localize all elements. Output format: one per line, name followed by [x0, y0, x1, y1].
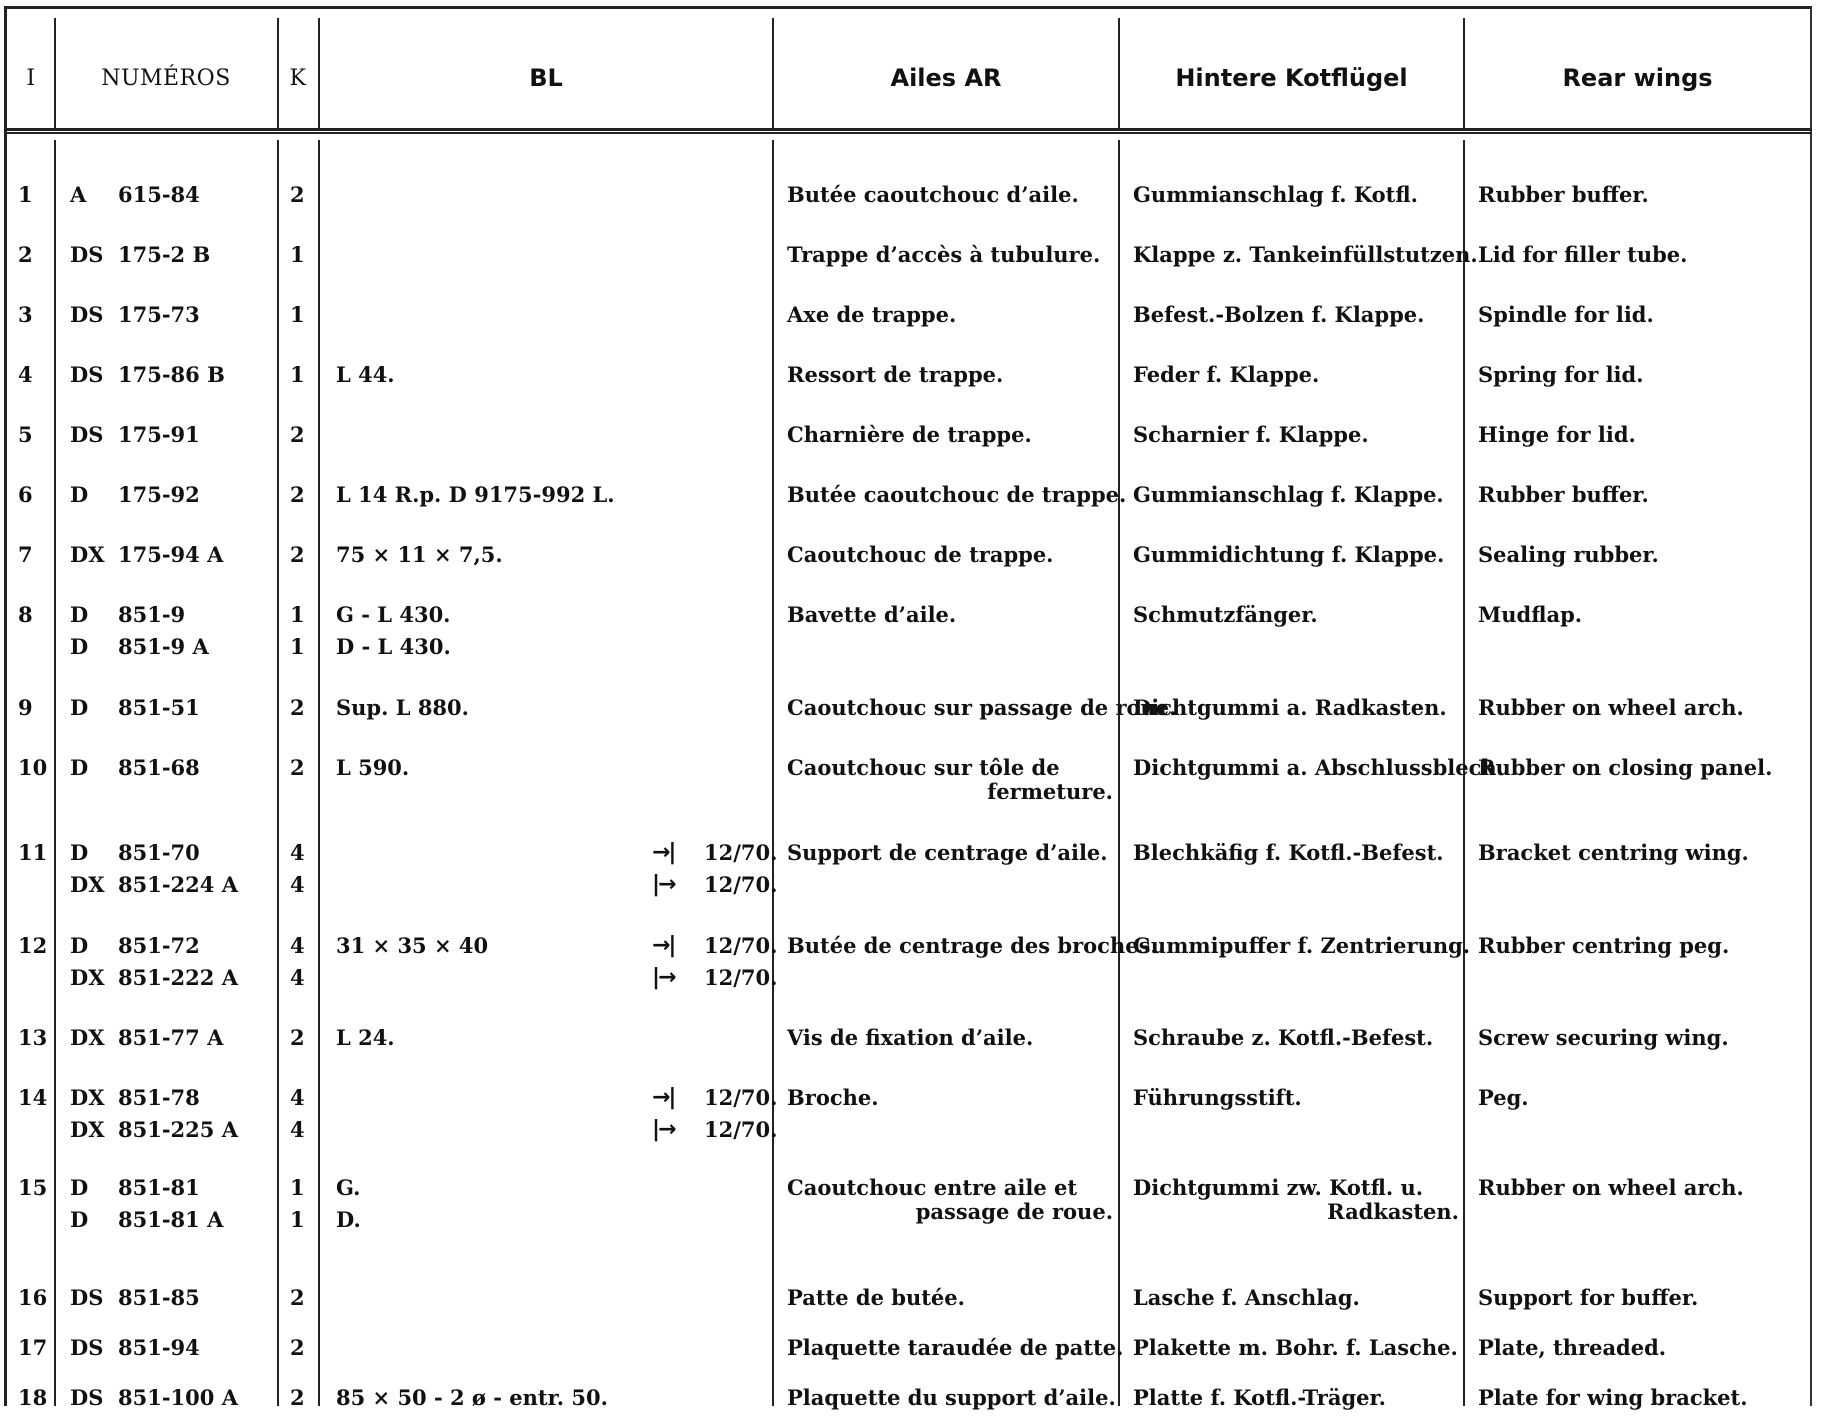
- row-index: 17: [18, 1335, 48, 1360]
- desc-german: Gummianschlag f. Kotfl.: [1133, 182, 1418, 207]
- header-bl: BL: [529, 64, 563, 92]
- part-qty: 1: [290, 1175, 305, 1200]
- part-number: 175-86 B: [118, 362, 225, 387]
- col-divider: [318, 140, 320, 1406]
- date-arrow-icon: |→: [652, 1117, 675, 1142]
- part-qty: 2: [290, 542, 305, 567]
- part-number: 851-9: [118, 602, 186, 627]
- part-qty: 2: [290, 422, 305, 447]
- part-date: 12/70.: [704, 965, 778, 990]
- part-qty: 2: [290, 182, 305, 207]
- col-divider: [54, 140, 56, 1406]
- row-index: 3: [18, 302, 33, 327]
- part-prefix: DS: [70, 1335, 104, 1360]
- part-number: 851-78: [118, 1085, 200, 1110]
- row-index: 12: [18, 933, 48, 958]
- desc-german: Blechkäfig f. Kotfl.-Befest.: [1133, 840, 1444, 865]
- col-divider: [277, 140, 279, 1406]
- date-arrow-icon: |→: [652, 872, 675, 897]
- part-prefix: DS: [70, 362, 104, 387]
- header-divider: [4, 128, 1812, 131]
- part-prefix: D: [70, 634, 89, 659]
- part-qty: 4: [290, 840, 305, 865]
- col-divider: [1118, 140, 1120, 1406]
- part-number: 175-91: [118, 422, 200, 447]
- desc-english: Lid for filler tube.: [1478, 242, 1688, 267]
- part-date: 12/70.: [704, 840, 778, 865]
- part-prefix: DS: [70, 1285, 104, 1310]
- part-prefix: D: [70, 840, 89, 865]
- part-date: 12/70.: [704, 1117, 778, 1142]
- part-qty: 1: [290, 362, 305, 387]
- desc-english: Rubber on closing panel.: [1478, 755, 1773, 780]
- desc-english: Peg.: [1478, 1085, 1529, 1110]
- part-prefix: DX: [70, 965, 105, 990]
- part-number: 615-84: [118, 182, 200, 207]
- part-bl-spec: L 590.: [336, 755, 410, 780]
- header-french: Ailes AR: [890, 64, 1002, 92]
- part-prefix: DS: [70, 302, 104, 327]
- header-english: Rear wings: [1562, 64, 1713, 92]
- desc-french: Butée caoutchouc d’aile.: [787, 182, 1079, 207]
- desc-english: Plate for wing bracket.: [1478, 1385, 1748, 1410]
- part-date: 12/70.: [704, 933, 778, 958]
- desc-german: Dichtgummi zw. Kotfl. u.: [1133, 1175, 1424, 1200]
- desc-french: Ressort de trappe.: [787, 362, 1004, 387]
- desc-french: Trappe d’accès à tubulure.: [787, 242, 1101, 267]
- desc-french: Caoutchouc sur tôle de: [787, 755, 1060, 780]
- part-prefix: DX: [70, 872, 105, 897]
- desc-english: Rubber on wheel arch.: [1478, 1175, 1744, 1200]
- col-divider: [772, 140, 774, 1406]
- part-qty: 4: [290, 1085, 305, 1110]
- part-qty: 2: [290, 482, 305, 507]
- desc-french: Plaquette du support d’aile.: [787, 1385, 1116, 1410]
- part-number: 175-92: [118, 482, 200, 507]
- part-qty: 2: [290, 755, 305, 780]
- part-bl-spec: D - L 430.: [336, 634, 451, 659]
- desc-english: Sealing rubber.: [1478, 542, 1659, 567]
- row-index: 9: [18, 695, 33, 720]
- part-number: 175-2 B: [118, 242, 211, 267]
- part-number: 851-72: [118, 933, 200, 958]
- part-qty: 2: [290, 1335, 305, 1360]
- part-prefix: DX: [70, 542, 105, 567]
- part-bl-spec: Sup. L 880.: [336, 695, 469, 720]
- row-index: 13: [18, 1025, 48, 1050]
- part-qty: 2: [290, 1025, 305, 1050]
- part-bl-spec: L 14 R.p. D 9175-992 L.: [336, 482, 615, 507]
- row-index: 8: [18, 602, 33, 627]
- desc-german: Feder f. Klappe.: [1133, 362, 1320, 387]
- desc-french-cont: passage de roue.: [915, 1199, 1113, 1224]
- date-arrow-icon: →|: [652, 1085, 675, 1110]
- part-number: 851-51: [118, 695, 200, 720]
- desc-english: Rubber buffer.: [1478, 482, 1649, 507]
- part-bl-spec: D.: [336, 1207, 361, 1232]
- desc-german: Dichtgummi a. Abschlussblech.: [1133, 755, 1504, 780]
- header-index: I: [26, 65, 36, 91]
- part-qty: 1: [290, 602, 305, 627]
- part-prefix: D: [70, 602, 89, 627]
- header-numbers: NUMÉROS: [101, 65, 231, 91]
- part-qty: 1: [290, 1207, 305, 1232]
- row-index: 15: [18, 1175, 48, 1200]
- part-qty: 2: [290, 695, 305, 720]
- part-prefix: DX: [70, 1085, 105, 1110]
- desc-english: Screw securing wing.: [1478, 1025, 1729, 1050]
- row-index: 18: [18, 1385, 48, 1410]
- desc-english: Plate, threaded.: [1478, 1335, 1667, 1360]
- part-number: 851-222 A: [118, 965, 238, 990]
- desc-english: Spindle for lid.: [1478, 302, 1654, 327]
- desc-english: Rubber centring peg.: [1478, 933, 1730, 958]
- part-prefix: DX: [70, 1025, 105, 1050]
- part-bl-spec: 75 × 11 × 7,5.: [336, 542, 503, 567]
- part-number: 851-81: [118, 1175, 200, 1200]
- row-index: 4: [18, 362, 33, 387]
- part-prefix: DS: [70, 242, 104, 267]
- desc-french: Bavette d’aile.: [787, 602, 957, 627]
- part-bl-spec: L 24.: [336, 1025, 395, 1050]
- part-bl-spec: G.: [336, 1175, 361, 1200]
- part-qty: 4: [290, 965, 305, 990]
- part-qty: 1: [290, 634, 305, 659]
- desc-french: Broche.: [787, 1085, 879, 1110]
- part-prefix: D: [70, 933, 89, 958]
- part-qty: 4: [290, 933, 305, 958]
- part-qty: 4: [290, 872, 305, 897]
- desc-german: Schraube z. Kotfl.-Befest.: [1133, 1025, 1434, 1050]
- header-divider-double: [4, 132, 1812, 134]
- desc-french-cont: fermeture.: [987, 779, 1113, 804]
- desc-french: Caoutchouc sur passage de roue.: [787, 695, 1177, 720]
- desc-english: Mudflap.: [1478, 602, 1583, 627]
- part-prefix: DS: [70, 422, 104, 447]
- header-german: Hintere Kotflügel: [1175, 64, 1408, 92]
- part-number: 851-85: [118, 1285, 200, 1310]
- desc-french: Butée caoutchouc de trappe.: [787, 482, 1127, 507]
- desc-french: Caoutchouc entre aile et: [787, 1175, 1078, 1200]
- desc-german: Lasche f. Anschlag.: [1133, 1285, 1360, 1310]
- part-number: 851-81 A: [118, 1207, 224, 1232]
- part-prefix: D: [70, 1207, 89, 1232]
- desc-english: Rubber on wheel arch.: [1478, 695, 1744, 720]
- part-number: 851-70: [118, 840, 200, 865]
- date-arrow-icon: →|: [652, 933, 675, 958]
- part-qty: 2: [290, 1285, 305, 1310]
- desc-english: Rubber buffer.: [1478, 182, 1649, 207]
- part-prefix: D: [70, 482, 89, 507]
- row-index: 2: [18, 242, 33, 267]
- desc-german: Befest.-Bolzen f. Klappe.: [1133, 302, 1425, 327]
- desc-english: Support for buffer.: [1478, 1285, 1699, 1310]
- desc-german: Scharnier f. Klappe.: [1133, 422, 1369, 447]
- date-arrow-icon: →|: [652, 840, 675, 865]
- part-number: 851-100 A: [118, 1385, 238, 1410]
- desc-french: Butée de centrage des broches.: [787, 933, 1158, 958]
- part-number: 851-77 A: [118, 1025, 224, 1050]
- desc-german: Gummianschlag f. Klappe.: [1133, 482, 1444, 507]
- desc-german: Dichtgummi a. Radkasten.: [1133, 695, 1447, 720]
- part-number: 175-73: [118, 302, 200, 327]
- part-prefix: D: [70, 1175, 89, 1200]
- row-index: 11: [18, 840, 48, 865]
- part-date: 12/70.: [704, 872, 778, 897]
- row-index: 7: [18, 542, 33, 567]
- desc-german: Schmutzfänger.: [1133, 602, 1318, 627]
- part-qty: 1: [290, 242, 305, 267]
- desc-french: Patte de butée.: [787, 1285, 965, 1310]
- part-number: 175-94 A: [118, 542, 224, 567]
- part-prefix: DS: [70, 1385, 104, 1410]
- desc-french: Caoutchouc de trappe.: [787, 542, 1054, 567]
- part-bl-spec: L 44.: [336, 362, 395, 387]
- part-qty: 2: [290, 1385, 305, 1410]
- part-bl-spec: 85 × 50 - 2 ø - entr. 50.: [336, 1385, 608, 1410]
- desc-german: Führungsstift.: [1133, 1085, 1302, 1110]
- part-bl-spec: G - L 430.: [336, 602, 451, 627]
- date-arrow-icon: |→: [652, 965, 675, 990]
- desc-german: Gummidichtung f. Klappe.: [1133, 542, 1445, 567]
- desc-english: Spring for lid.: [1478, 362, 1644, 387]
- desc-german: Platte f. Kotfl.-Träger.: [1133, 1385, 1386, 1410]
- part-prefix: D: [70, 755, 89, 780]
- row-index: 1: [18, 182, 33, 207]
- part-number: 851-225 A: [118, 1117, 238, 1142]
- desc-german-cont: Radkasten.: [1327, 1199, 1459, 1224]
- desc-english: Bracket centring wing.: [1478, 840, 1749, 865]
- desc-french: Charnière de trappe.: [787, 422, 1032, 447]
- desc-french: Support de centrage d’aile.: [787, 840, 1108, 865]
- part-number: 851-224 A: [118, 872, 238, 897]
- part-prefix: D: [70, 695, 89, 720]
- part-prefix: DX: [70, 1117, 105, 1142]
- row-index: 10: [18, 755, 48, 780]
- part-prefix: A: [70, 182, 87, 207]
- part-number: 851-94: [118, 1335, 200, 1360]
- row-index: 5: [18, 422, 33, 447]
- desc-english: Hinge for lid.: [1478, 422, 1636, 447]
- desc-french: Vis de fixation d’aile.: [787, 1025, 1034, 1050]
- part-qty: 1: [290, 302, 305, 327]
- part-date: 12/70.: [704, 1085, 778, 1110]
- desc-french: Plaquette taraudée de patte.: [787, 1335, 1124, 1360]
- desc-german: Gummipuffer f. Zentrierung.: [1133, 933, 1471, 958]
- desc-french: Axe de trappe.: [787, 302, 957, 327]
- part-bl-spec: 31 × 35 × 40: [336, 933, 489, 958]
- row-index: 6: [18, 482, 33, 507]
- desc-german: Plakette m. Bohr. f. Lasche.: [1133, 1335, 1458, 1360]
- part-number: 851-9 A: [118, 634, 209, 659]
- row-index: 16: [18, 1285, 48, 1310]
- desc-german: Klappe z. Tankeinfüllstutzen.: [1133, 242, 1478, 267]
- part-number: 851-68: [118, 755, 200, 780]
- row-index: 14: [18, 1085, 48, 1110]
- header-qty: K: [289, 65, 307, 91]
- part-qty: 4: [290, 1117, 305, 1142]
